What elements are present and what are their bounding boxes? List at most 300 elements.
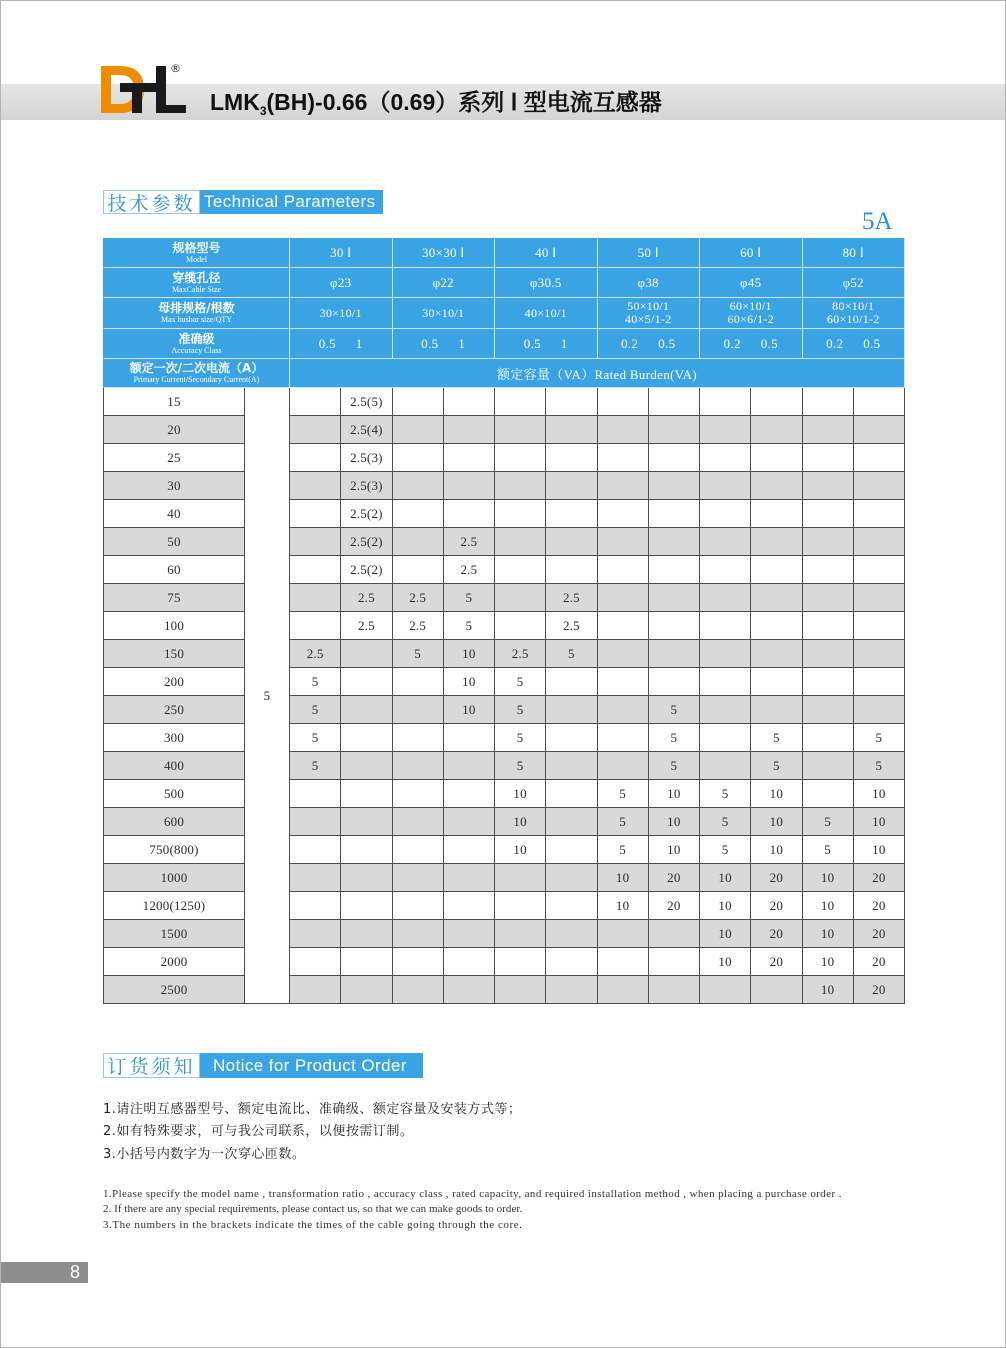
- burden-value: 5: [824, 841, 831, 857]
- primary-current-cell: [103, 976, 245, 1004]
- burden-value: 2.5: [409, 589, 427, 605]
- burden-cell: [751, 640, 802, 668]
- accuracy-value: 1: [560, 335, 568, 351]
- burden-value: 10: [820, 953, 835, 969]
- burden-value: 20: [769, 953, 784, 969]
- order-notice-heading: [103, 1053, 423, 1078]
- burden-value: 10: [820, 925, 835, 941]
- burden-cell: [546, 556, 597, 584]
- burden-cell: [854, 808, 905, 836]
- burden-cell: [854, 444, 905, 472]
- accuracy-cell: [598, 329, 701, 359]
- accuracy-value: 0.5: [421, 335, 439, 351]
- burden-value: 2.5: [511, 645, 529, 661]
- model-value: 80 Ⅰ: [842, 245, 864, 260]
- burden-cell: [751, 500, 802, 528]
- burden-cell: [700, 584, 751, 612]
- burden-cell: [751, 556, 802, 584]
- burden-cell: [803, 612, 854, 640]
- burden-cell: [854, 640, 905, 668]
- model-cell: [495, 238, 598, 268]
- burden-cell: [495, 612, 546, 640]
- burden-cell: [495, 444, 546, 472]
- burden-cell: [495, 696, 546, 724]
- burden-cell: [751, 696, 802, 724]
- burden-cell: [393, 976, 444, 1004]
- burden-cell: [341, 416, 392, 444]
- burden-value: 10: [769, 841, 784, 857]
- burden-cell: [803, 752, 854, 780]
- burden-cell: [854, 864, 905, 892]
- burden-value: 20: [769, 869, 784, 885]
- burden-cell: [546, 836, 597, 864]
- burden-value: 10: [615, 897, 630, 913]
- burden-cell: [700, 920, 751, 948]
- burden-value: 20: [769, 925, 784, 941]
- busbar-value: 50×10/1: [627, 299, 670, 313]
- burden-cell: [649, 668, 700, 696]
- burden-cell: [546, 808, 597, 836]
- burden-cell: [495, 388, 546, 416]
- burden-cell: [649, 836, 700, 864]
- burden-cell: [700, 556, 751, 584]
- burden-cell: [598, 500, 649, 528]
- burden-value: 5: [875, 729, 883, 745]
- header-label-en: Accuracy Class: [171, 345, 222, 355]
- primary-current: 20: [167, 421, 181, 437]
- header-label-zh: 穿缆孔径: [172, 270, 221, 285]
- burden-cell: [854, 668, 905, 696]
- burden-cell: [546, 500, 597, 528]
- burden-value: 10: [820, 869, 835, 885]
- burden-cell: [393, 556, 444, 584]
- burden-cell: [290, 612, 341, 640]
- burden-cell: [700, 892, 751, 920]
- burden-cell: [854, 780, 905, 808]
- burden-cell: [546, 780, 597, 808]
- burden-cell: [598, 444, 649, 472]
- primary-current: 250: [163, 701, 185, 717]
- burden-cell: [598, 920, 649, 948]
- model-value: 30 Ⅰ: [330, 245, 352, 260]
- burden-cell: [854, 920, 905, 948]
- burden-cell: [290, 388, 341, 416]
- burden-cell: [751, 920, 802, 948]
- burden-cell: [393, 752, 444, 780]
- burden-cell: [393, 640, 444, 668]
- burden-cell: [803, 640, 854, 668]
- cable-size-value: φ22: [432, 274, 454, 290]
- burden-cell: [393, 724, 444, 752]
- header-label-zh: 额定一次/二次电流（A）: [129, 361, 264, 375]
- burden-cell: [854, 612, 905, 640]
- burden-cell: [393, 416, 444, 444]
- burden-cell: [495, 528, 546, 556]
- burden-value: 2.5(4): [350, 421, 383, 437]
- model-cell: [393, 238, 496, 268]
- burden-cell: [803, 444, 854, 472]
- burden-cell: [854, 528, 905, 556]
- burden-cell: [598, 668, 649, 696]
- busbar-cell: [495, 298, 598, 329]
- busbar-value: 80×10/1: [832, 299, 875, 313]
- burden-value: 5: [721, 813, 729, 829]
- primary-current-cell: [103, 948, 245, 976]
- primary-current: 2000: [160, 953, 188, 969]
- burden-cell: [598, 864, 649, 892]
- burden-cell: [444, 640, 495, 668]
- burden-cell: [751, 388, 802, 416]
- burden-cell: [444, 668, 495, 696]
- busbar-value: 40×5/1-2: [625, 312, 672, 326]
- burden-value: 10: [820, 897, 835, 913]
- header-label-model: [103, 238, 290, 268]
- burden-cell: [495, 780, 546, 808]
- burden-value: 5: [568, 645, 575, 661]
- primary-current: 200: [163, 673, 185, 689]
- burden-cell: [341, 500, 392, 528]
- burden-cell: [751, 976, 802, 1004]
- burden-cell: [751, 892, 802, 920]
- burden-cell: [495, 920, 546, 948]
- burden-cell: [393, 948, 444, 976]
- burden-value: 10: [769, 813, 784, 829]
- burden-cell: [341, 640, 392, 668]
- burden-cell: [803, 976, 854, 1004]
- burden-cell: [854, 696, 905, 724]
- burden-cell: [546, 668, 597, 696]
- burden-cell: [546, 864, 597, 892]
- burden-cell: [598, 780, 649, 808]
- burden-cell: [495, 556, 546, 584]
- cable-size-value: φ52: [842, 274, 864, 290]
- burden-value: 5: [670, 757, 678, 773]
- burden-cell: [546, 948, 597, 976]
- burden-cell: [700, 808, 751, 836]
- burden-value: 20: [769, 897, 784, 913]
- burden-cell: [598, 416, 649, 444]
- burden-cell: [649, 556, 700, 584]
- burden-cell: [341, 976, 392, 1004]
- burden-cell: [803, 724, 854, 752]
- burden-cell: [700, 976, 751, 1004]
- burden-cell: [649, 976, 700, 1004]
- burden-cell: [444, 864, 495, 892]
- burden-cell: [495, 976, 546, 1004]
- burden-cell: [649, 612, 700, 640]
- primary-current-cell: [103, 668, 245, 696]
- burden-cell: [341, 808, 392, 836]
- burden-value: 2.5(5): [350, 393, 383, 409]
- accuracy-cell: [393, 329, 496, 359]
- burden-cell: [341, 948, 392, 976]
- busbar-value: 40×10/1: [524, 305, 567, 320]
- burden-cell: [495, 892, 546, 920]
- burden-cell: [290, 500, 341, 528]
- burden-cell: [854, 500, 905, 528]
- burden-value: 2.5(2): [350, 533, 383, 549]
- burden-cell: [290, 416, 341, 444]
- primary-current-cell: [103, 500, 245, 528]
- primary-current: 40: [167, 505, 181, 521]
- burden-cell: [393, 612, 444, 640]
- model-value: 30×30 Ⅰ: [421, 245, 465, 260]
- rated-burden-label: 额定容量（VA）Rated Burden(VA): [497, 366, 697, 382]
- secondary-current: 5: [263, 687, 271, 703]
- burden-cell: [751, 416, 802, 444]
- burden-cell: [393, 696, 444, 724]
- burden-cell: [803, 500, 854, 528]
- title-rest: (BH)-0.66（0.69）系列 Ⅰ 型电流互感器: [266, 89, 662, 115]
- burden-cell: [803, 668, 854, 696]
- burden-cell: [546, 696, 597, 724]
- burden-cell: [751, 444, 802, 472]
- burden-cell: [393, 780, 444, 808]
- primary-current: 1000: [160, 869, 188, 885]
- burden-cell: [393, 472, 444, 500]
- burden-cell: [290, 752, 341, 780]
- primary-current: 60: [167, 561, 181, 577]
- burden-cell: [393, 500, 444, 528]
- accuracy-value: 0.5: [318, 335, 336, 351]
- burden-value: 10: [820, 981, 835, 997]
- burden-value: 20: [872, 869, 886, 885]
- burden-value: 5: [721, 785, 729, 801]
- accuracy-value: 0.5: [863, 335, 881, 351]
- burden-cell: [495, 416, 546, 444]
- burden-value: 20: [872, 897, 886, 913]
- burden-cell: [290, 472, 341, 500]
- burden-cell: [290, 892, 341, 920]
- primary-current: 75: [167, 589, 181, 605]
- primary-current-cell: [103, 724, 245, 752]
- burden-cell: [803, 948, 854, 976]
- burden-cell: [649, 640, 700, 668]
- burden-value: 5: [311, 673, 319, 689]
- primary-current-cell: [103, 864, 245, 892]
- accuracy-value: 0.5: [523, 335, 541, 351]
- burden-cell: [495, 948, 546, 976]
- burden-cell: [290, 528, 341, 556]
- burden-cell: [393, 808, 444, 836]
- burden-cell: [598, 752, 649, 780]
- burden-cell: [341, 388, 392, 416]
- burden-cell: [854, 416, 905, 444]
- page-number: 8: [0, 1262, 88, 1283]
- busbar-cell: [700, 298, 803, 329]
- burden-cell: [751, 668, 802, 696]
- burden-value: 10: [667, 841, 681, 857]
- cable-size-value: φ23: [330, 274, 352, 290]
- primary-current: 1500: [160, 925, 188, 941]
- cable-size-cell: [700, 268, 803, 298]
- burden-cell: [649, 808, 700, 836]
- burden-value: 5: [619, 785, 626, 801]
- burden-cell: [751, 584, 802, 612]
- burden-value: 10: [513, 813, 527, 829]
- primary-current: 1200(1250): [142, 897, 206, 913]
- burden-cell: [700, 668, 751, 696]
- burden-cell: [393, 864, 444, 892]
- primary-current-cell: [103, 640, 245, 668]
- burden-cell: [495, 472, 546, 500]
- burden-cell: [751, 808, 802, 836]
- accuracy-value: 0.2: [723, 335, 741, 351]
- primary-current: 25: [167, 449, 181, 465]
- primary-current: 15: [167, 393, 181, 409]
- burden-cell: [495, 724, 546, 752]
- busbar-cell: [598, 298, 701, 329]
- accuracy-cell: [803, 329, 906, 359]
- model-cell: [700, 238, 803, 268]
- burden-value: 5: [824, 813, 831, 829]
- burden-cell: [341, 612, 392, 640]
- burden-cell: [854, 836, 905, 864]
- header-label-zh: 母排规格/根数: [158, 301, 235, 315]
- burden-cell: [803, 584, 854, 612]
- burden-cell: [546, 976, 597, 1004]
- burden-cell: [700, 416, 751, 444]
- header-label-accuracy: [103, 329, 290, 359]
- burden-cell: [700, 640, 751, 668]
- burden-value: 5: [465, 617, 473, 633]
- burden-cell: [444, 696, 495, 724]
- burden-value: 10: [462, 673, 476, 689]
- burden-cell: [700, 724, 751, 752]
- burden-cell: [751, 836, 802, 864]
- heading-en: Notice for Product Order: [200, 1053, 423, 1078]
- burden-cell: [598, 976, 649, 1004]
- header-label-en: Primary Current/Secondary Current(A): [133, 375, 260, 384]
- burden-cell: [546, 472, 597, 500]
- burden-cell: [649, 724, 700, 752]
- logo-letter-l-base: [156, 105, 186, 113]
- burden-cell: [444, 416, 495, 444]
- burden-cell: [649, 528, 700, 556]
- burden-value: 5: [516, 701, 524, 717]
- burden-cell: [341, 892, 392, 920]
- burden-value: 2.5: [306, 645, 324, 661]
- header-label-zh: 准确级: [178, 331, 215, 346]
- burden-cell: [341, 556, 392, 584]
- burden-cell: [803, 780, 854, 808]
- burden-cell: [649, 444, 700, 472]
- cable-size-cell: [803, 268, 906, 298]
- header-label-current: [103, 359, 290, 388]
- burden-cell: [495, 752, 546, 780]
- cable-size-cell: [393, 268, 496, 298]
- burden-cell: [854, 584, 905, 612]
- burden-cell: [700, 696, 751, 724]
- burden-cell: [290, 864, 341, 892]
- burden-value: 5: [516, 757, 524, 773]
- burden-value: 10: [718, 869, 732, 885]
- burden-cell: [444, 528, 495, 556]
- burden-cell: [803, 892, 854, 920]
- burden-cell: [341, 584, 392, 612]
- page-title: [210, 88, 662, 120]
- burden-value: 10: [667, 785, 681, 801]
- accuracy-value: 0.2: [826, 335, 844, 351]
- burden-cell: [393, 444, 444, 472]
- burden-cell: [341, 780, 392, 808]
- busbar-cell: [290, 298, 393, 329]
- burden-cell: [649, 696, 700, 724]
- burden-value: 10: [462, 645, 476, 661]
- secondary-current-cell: [245, 388, 290, 1004]
- busbar-value: 60×6/1-2: [727, 312, 774, 326]
- burden-cell: [393, 892, 444, 920]
- burden-cell: [803, 864, 854, 892]
- burden-value: 5: [516, 729, 524, 745]
- primary-current: 150: [163, 645, 185, 661]
- burden-cell: [649, 584, 700, 612]
- burden-cell: [803, 808, 854, 836]
- burden-cell: [854, 976, 905, 1004]
- burden-cell: [290, 780, 341, 808]
- busbar-value: 60×10/1-2: [826, 312, 880, 326]
- burden-cell: [854, 556, 905, 584]
- burden-cell: [854, 724, 905, 752]
- burden-cell: [444, 948, 495, 976]
- primary-current-cell: [103, 612, 245, 640]
- burden-cell: [803, 388, 854, 416]
- burden-value: 20: [667, 897, 681, 913]
- primary-current-cell: [103, 388, 245, 416]
- burden-cell: [444, 836, 495, 864]
- burden-value: 20: [872, 925, 886, 941]
- heading-zh: 订货须知: [103, 1053, 200, 1078]
- cable-size-cell: [495, 268, 598, 298]
- burden-value: 5: [414, 645, 421, 661]
- burden-cell: [495, 808, 546, 836]
- cable-size-value: φ45: [740, 274, 762, 290]
- burden-value: 5: [619, 813, 626, 829]
- model-cell: [803, 238, 906, 268]
- burden-cell: [546, 892, 597, 920]
- burden-value: 2.5: [409, 617, 427, 633]
- burden-value: 2.5(2): [350, 505, 383, 521]
- header-label-cable-size: [103, 268, 290, 298]
- burden-cell: [341, 528, 392, 556]
- burden-cell: [341, 752, 392, 780]
- primary-current: 600: [163, 813, 185, 829]
- burden-cell: [598, 556, 649, 584]
- burden-cell: [393, 920, 444, 948]
- burden-cell: [444, 556, 495, 584]
- burden-cell: [649, 416, 700, 444]
- burden-value: 20: [667, 869, 681, 885]
- burden-value: 2.5: [562, 617, 580, 633]
- burden-cell: [700, 780, 751, 808]
- burden-cell: [393, 584, 444, 612]
- burden-value: 5: [516, 673, 524, 689]
- burden-cell: [341, 724, 392, 752]
- burden-cell: [598, 584, 649, 612]
- burden-cell: [495, 836, 546, 864]
- burden-cell: [854, 388, 905, 416]
- burden-cell: [598, 696, 649, 724]
- notice-line-zh-2: 2.如有特殊要求，可与我公司联系，以便按需订制。: [103, 1124, 414, 1139]
- burden-cell: [290, 808, 341, 836]
- model-cell: [598, 238, 701, 268]
- burden-value: 10: [667, 813, 681, 829]
- notice-line-zh-1: 1.请注明互感器型号、额定电流比、准确级、额定容量及安装方式等；: [103, 1102, 522, 1117]
- burden-cell: [393, 668, 444, 696]
- model-cell: [290, 238, 393, 268]
- logo-letter-t-stem: [132, 83, 142, 113]
- primary-current: 400: [163, 757, 185, 773]
